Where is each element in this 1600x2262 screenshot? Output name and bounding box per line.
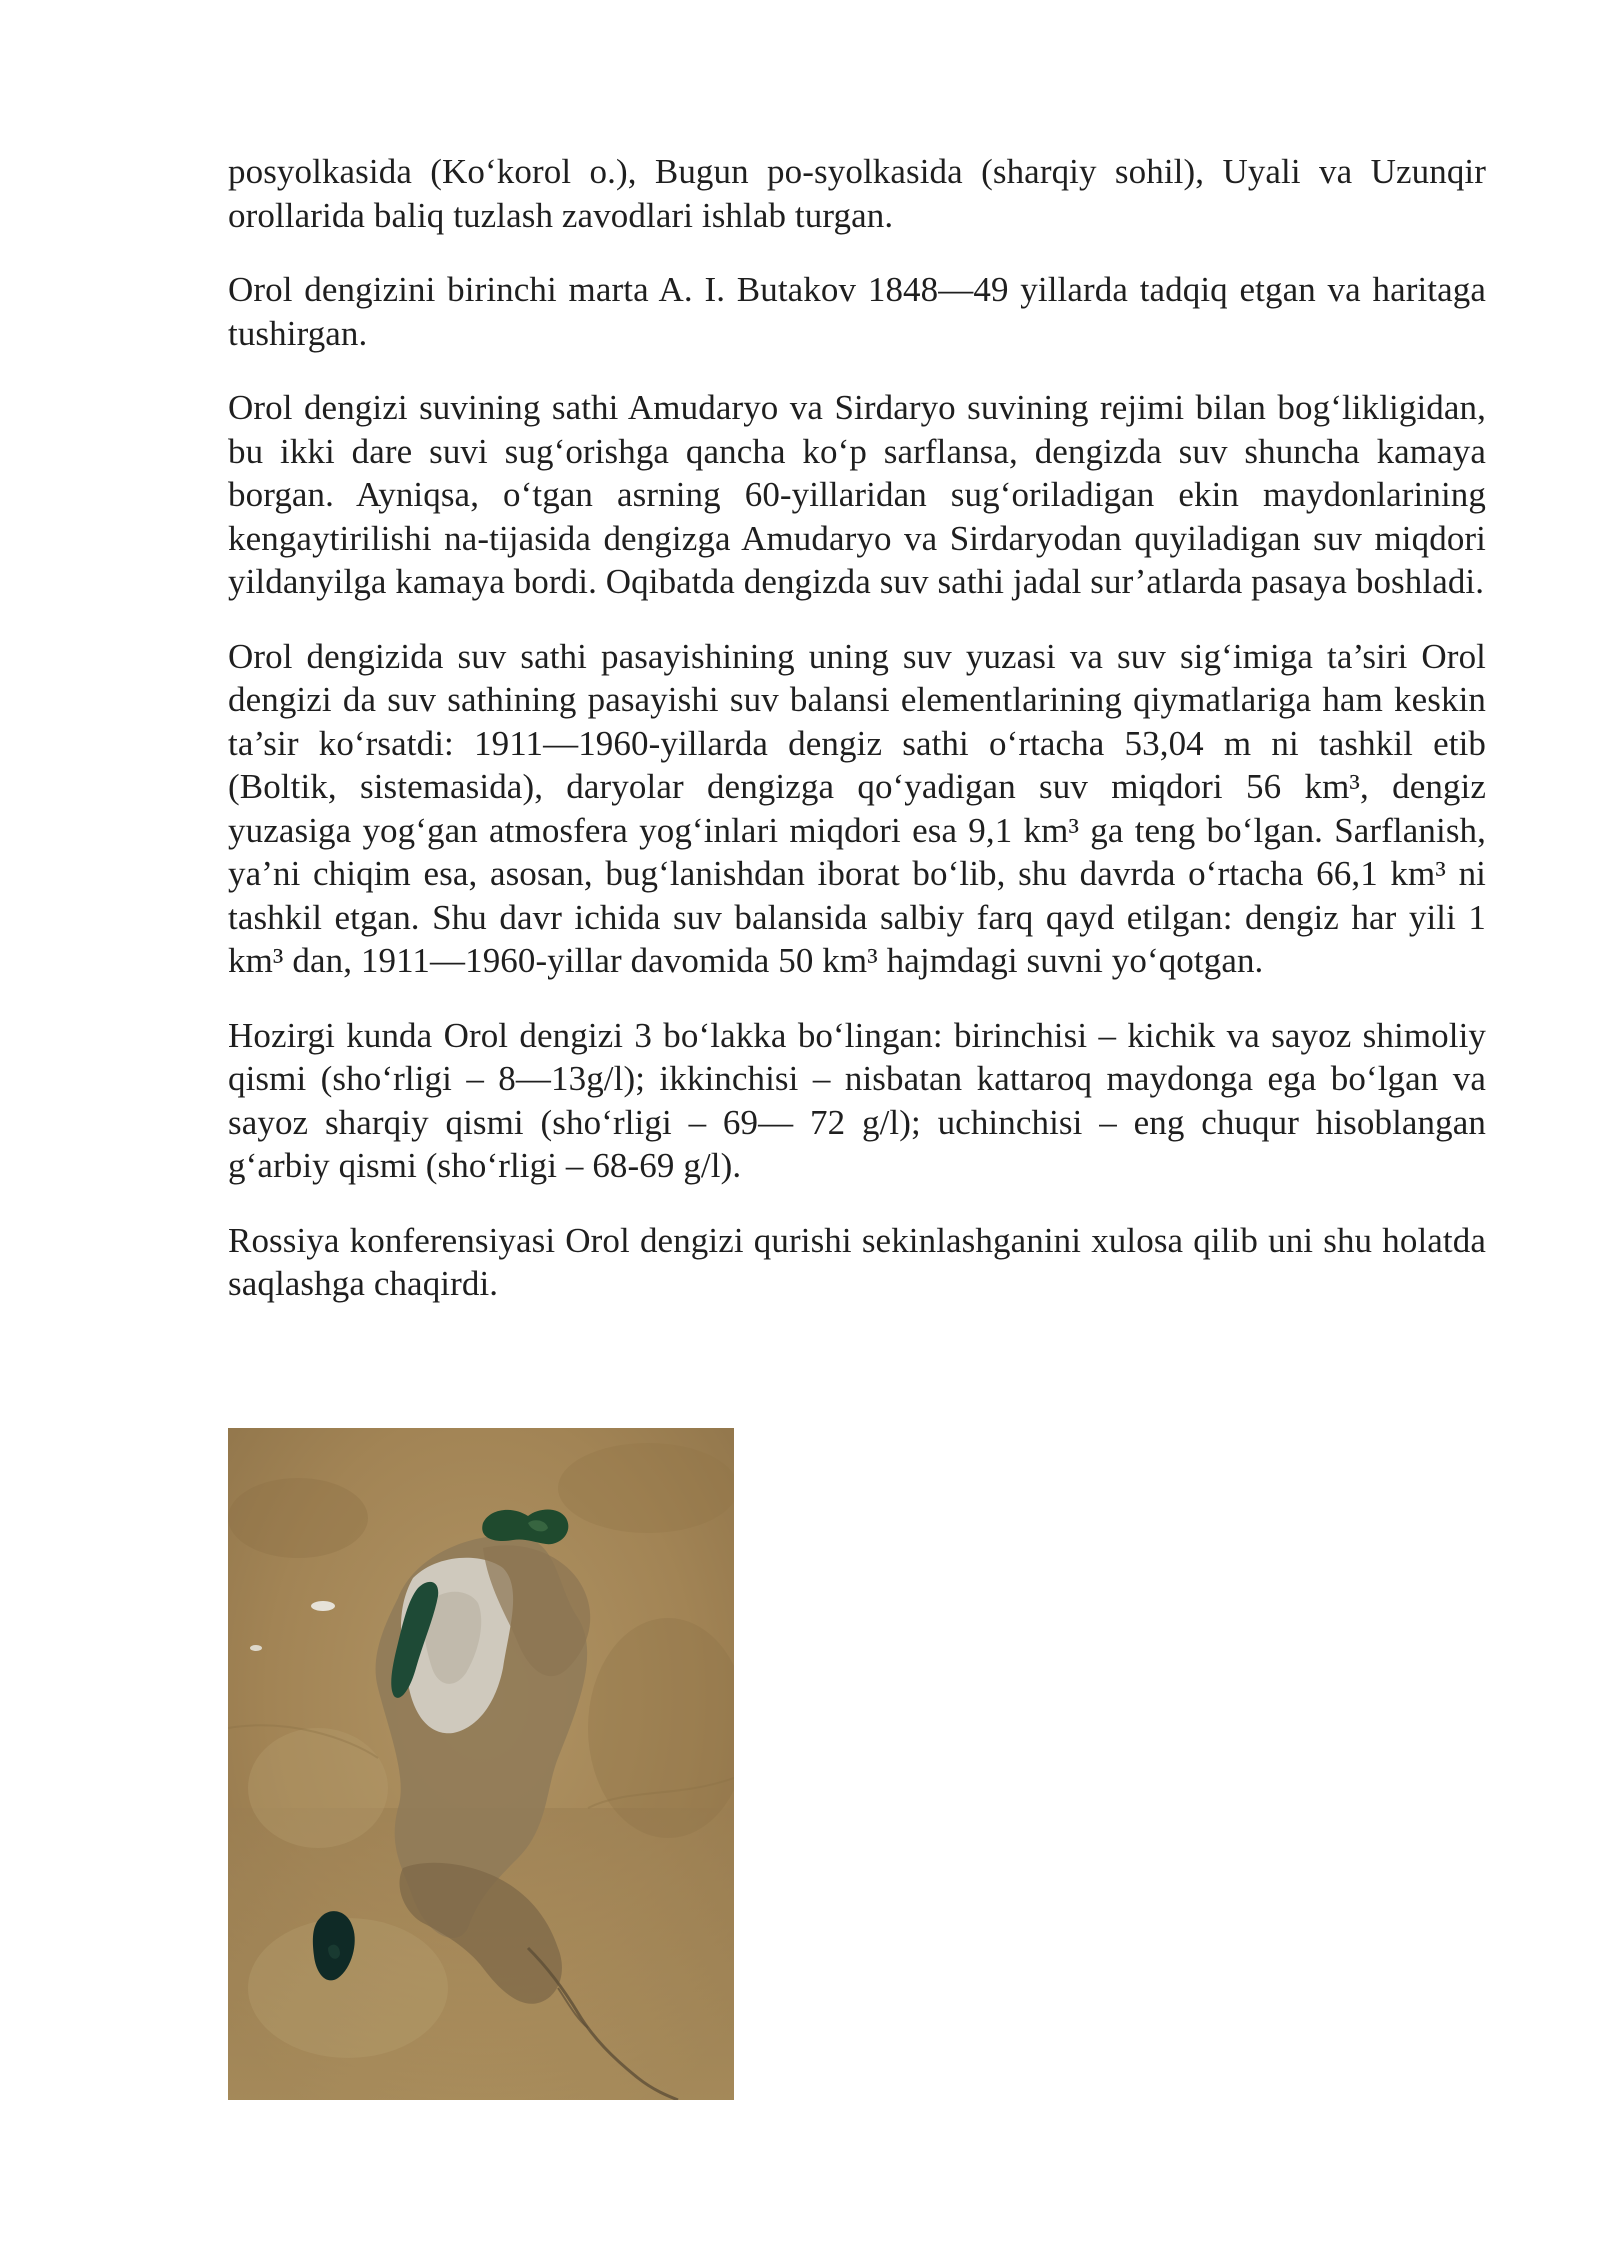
paragraph-3: Orol dengizi suvining sathi Amudaryo va Sirdaryo suvining rejimi bilan bog‘likligidan, bu ikki dare suvi sug‘orishga qancha ko‘p sarflansa, dengizda suv shuncha kamaya borgan. Ayniqsa, o‘tgan asrning 60-yillaridan sug‘oriladigan ekin maydonlarining kengaytirilishi na-tijasida dengizga Amudaryo va Sirdaryodan quyiladigan suv miqdori yildanyilga kamaya bordi. Oqibatda dengizda suv sathi jadal sur’atlarda pasaya boshladi. xyxy=(228,388,1486,601)
paragraph-6: Rossiya konferensiyasi Orol dengizi qurishi sekinlashganini xulosa qilib uni shu holatda saqlashga chaqirdi. xyxy=(228,1220,1486,1303)
text-body xyxy=(228,150,1486,1337)
paragraph-1: posyolkasida (Ko‘korol o.), Bugun po-syolkasida (sharqiy sohil), Uyali va Uzunqir orollarida baliq tuzlash zavodlari ishlab turgan. xyxy=(228,152,1486,235)
satellite-image-graphic xyxy=(228,1428,734,2100)
paragraph-4: Orol dengizida suv sathi pasayishining uning suv yuzasi va suv sig‘imiga ta’siri Orol dengizi da suv sathining pasayishi suv balansi elementlarining qiymatlariga ham keskin ta’sir ko‘rsatdi: 1911—1960-yillarda dengiz sathi o‘rtacha 53,04 m ni tashkil etib (Boltik, sistemasida), daryolar dengizga qo‘yadigan suv miqdori 56 km³, dengiz yuzasiga yog‘gan atmosfera yog‘inlari miqdori esa 9,1 km³ ga teng bo‘lgan. Sarflanish, ya’ni chiqim esa, asosan, bug‘lanishdan iborat bo‘lib, shu davrda o‘rtacha 66,1 km³ ni tashkil etgan. Shu davr ichida suv balansida salbiy farq qayd etilgan: dengiz har yili 1 km³ dan, 1911—1960-yillar davomida 50 km³ hajmdagi suvni yo‘qotgan. xyxy=(228,636,1486,980)
paragraph-2: Orol dengizini birinchi marta A. I. Butakov 1848—49 yillarda tadqiq etgan va haritaga tushirgan. xyxy=(228,270,1486,353)
paragraph-5: Hozirgi kunda Orol dengizi 3 bo‘lakka bo‘lingan: birinchisi – kichik va sayoz shimoliy qismi (sho‘rligi – 8—13g/l); ikkinchisi – nisbatan kattaroq maydonga ega bo‘lgan va sayoz sharqiy qismi (sho‘rligi – 69— 72 g/l); uchinchisi – eng chuqur hisoblangan g‘arbiy qismi (sho‘rligi – 68-69 g/l). xyxy=(228,1015,1486,1185)
aral-sea-satellite-image xyxy=(228,1428,734,2100)
